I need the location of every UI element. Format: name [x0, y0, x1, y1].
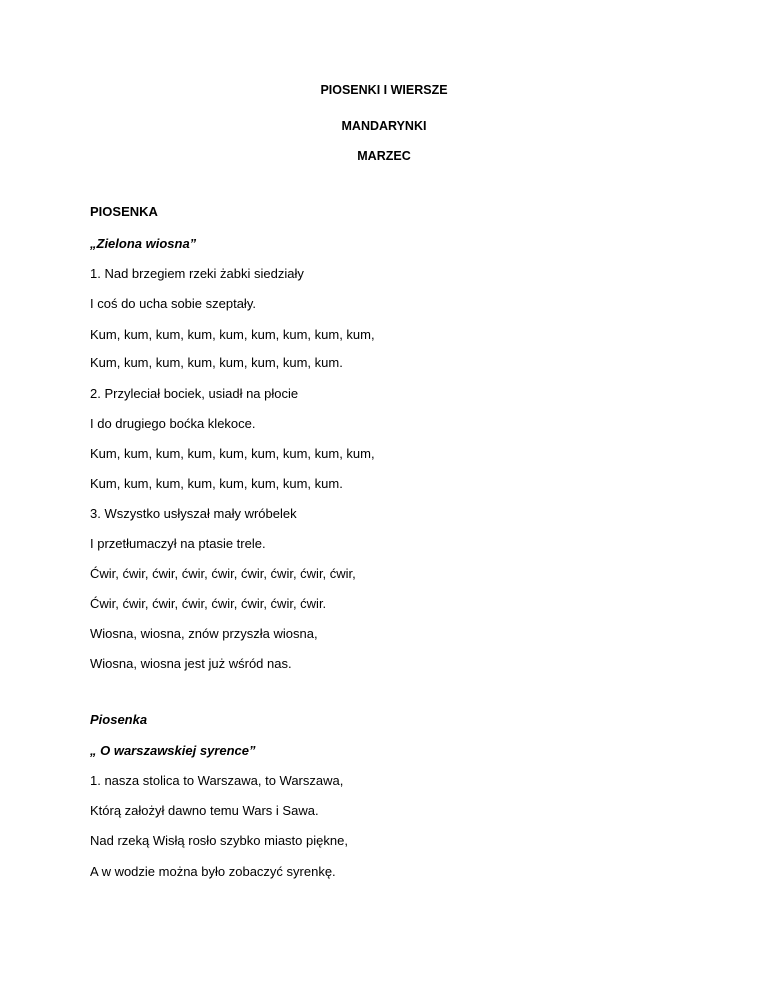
song2-line: 1. nasza stolica to Warszawa, to Warszawa, — [90, 773, 344, 788]
song1-line: 2. Przyleciał bociek, usiadł na płocie — [90, 386, 299, 401]
song2-line: A w wodzie można było zobaczyć syrenkę. — [90, 864, 336, 879]
song1-line: Kum, kum, kum, kum, kum, kum, kum, kum, kum, — [90, 446, 375, 461]
song1-line: I przetłumaczył na ptasie trele. — [90, 536, 266, 551]
song2-title: „ O warszawskiej syrence” — [90, 743, 256, 758]
song1-section-label: PIOSENKA — [90, 204, 158, 219]
song1-line: I do drugiego boćka klekoce. — [90, 416, 256, 431]
song1-line: Kum, kum, kum, kum, kum, kum, kum, kum. — [90, 476, 343, 491]
header-group: MANDARYNKI — [341, 119, 427, 133]
song1-line: Wiosna, wiosna, znów przyszła wiosna, — [90, 626, 318, 641]
song2-line: Nad rzeką Wisłą rosło szybko miasto piękne, — [90, 833, 348, 848]
header-title: PIOSENKI I WIERSZE — [320, 83, 448, 97]
song1-title: „Zielona wiosna” — [90, 236, 197, 251]
song1-line: Kum, kum, kum, kum, kum, kum, kum, kum. — [90, 355, 343, 370]
song1-line: Wiosna, wiosna jest już wśród nas. — [90, 656, 292, 671]
song2-line: Którą założył dawno temu Wars i Sawa. — [90, 803, 319, 818]
header-month: MARZEC — [357, 149, 411, 163]
song2-section-label: Piosenka — [90, 712, 148, 727]
song1-line: I coś do ucha sobie szeptały. — [90, 296, 256, 311]
song1-line: 3. Wszystko usłyszał mały wróbelek — [90, 506, 297, 521]
song1-line: Ćwir, ćwir, ćwir, ćwir, ćwir, ćwir, ćwir, ćwir, ćwir, — [90, 566, 356, 581]
song1-line: Kum, kum, kum, kum, kum, kum, kum, kum, kum, — [90, 327, 375, 342]
song1-line: Ćwir, ćwir, ćwir, ćwir, ćwir, ćwir, ćwir, ćwir. — [90, 596, 327, 611]
song1-line: 1. Nad brzegiem rzeki żabki siedziały — [90, 266, 304, 281]
